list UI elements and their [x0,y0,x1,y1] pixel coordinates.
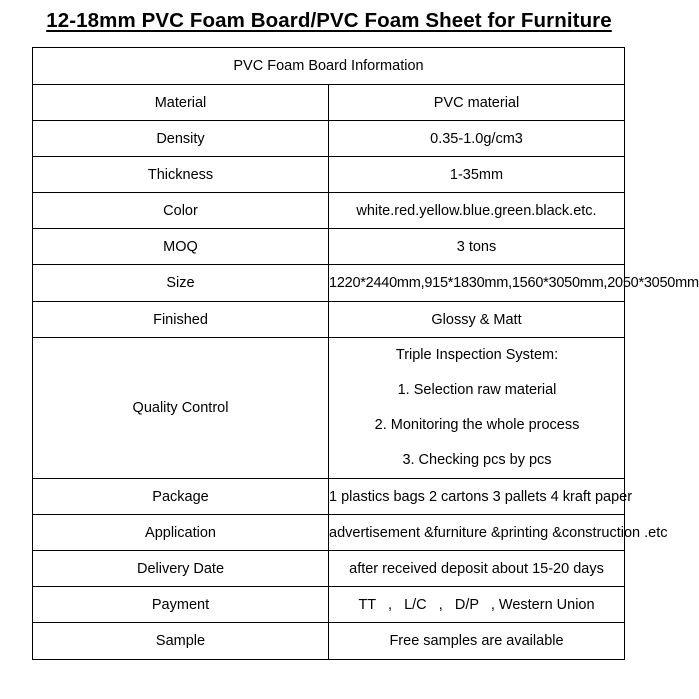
qc-line: 2. Monitoring the whole process [374,417,580,433]
row-value-application: advertisement &furniture &printing &construction .etc [329,515,625,551]
table-row [33,85,625,121]
row-label-payment: Payment [33,587,329,623]
row-label-finished: Finished [33,302,329,338]
table-row [33,265,625,302]
qc-line: Triple Inspection System: [395,347,559,363]
row-label-quality-control: Quality Control [33,338,329,479]
row-value-finished: Glossy & Matt [329,302,625,338]
row-value-color: white.red.yellow.blue.green.black.etc. [329,193,625,229]
spec-table [32,47,699,660]
row-value-sample: Free samples are available [329,623,625,660]
table-row [33,515,625,551]
table-row [33,623,625,660]
table-row [33,551,625,587]
row-label-application: Application [33,515,329,551]
row-label-material: Material [33,85,329,121]
table-row [33,587,625,623]
row-value-density: 0.35-1.0g/cm3 [329,121,625,157]
page-title [0,8,658,34]
table-row [33,157,625,193]
row-label-moq: MOQ [33,229,329,265]
row-value-moq: 3 tons [329,229,625,265]
row-value-payment: TT , L/C , D/P , Western Union [329,587,625,623]
table-row [33,229,625,265]
table-row-quality-control [33,338,625,479]
row-label-thickness: Thickness [33,157,329,193]
table-header: PVC Foam Board Information [33,48,625,85]
row-value-package: 1 plastics bags 2 cartons 3 pallets 4 kraft paper [329,479,625,515]
page-title-text: 12-18mm PVC Foam Board/PVC Foam Sheet for Furniture [46,9,612,32]
row-label-package: Package [33,479,329,515]
row-value-size: 1220*2440mm,915*1830mm,1560*3050mm,2050*3050mm [329,265,625,302]
row-value-delivery-date: after received deposit about 15-20 days [329,551,625,587]
table-row [33,121,625,157]
table-row [33,302,625,338]
row-value-thickness: 1-35mm [329,157,625,193]
table-row [33,479,625,515]
table-header-row [33,48,625,85]
table-row [33,193,625,229]
row-value-quality-control [329,338,625,479]
row-value-material: PVC material [329,85,625,121]
qc-line: 1. Selection raw material [397,382,557,398]
row-label-color: Color [33,193,329,229]
row-label-sample: Sample [33,623,329,660]
qc-line: 3. Checking pcs by pcs [402,452,552,468]
row-label-delivery-date: Delivery Date [33,551,329,587]
row-label-size: Size [33,265,329,302]
row-label-density: Density [33,121,329,157]
